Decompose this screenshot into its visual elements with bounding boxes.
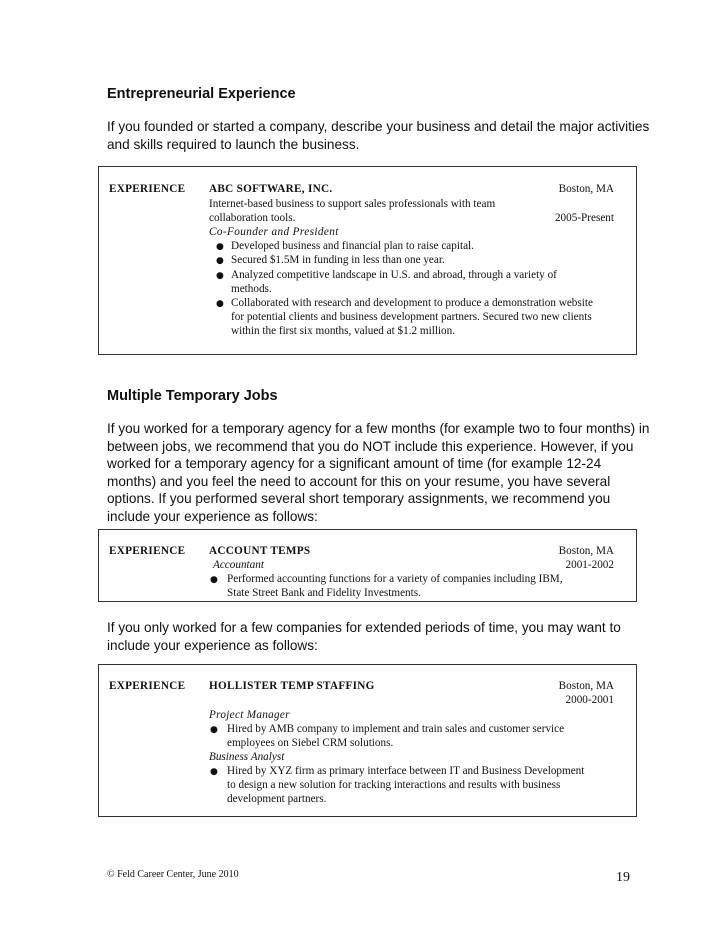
- intro-line: worked for a temporary agency for a significant amount of time (for example 12-24: [107, 456, 602, 471]
- company-location: Boston, MA: [558, 183, 614, 195]
- intro-line: include your experience as follows:: [107, 508, 318, 524]
- company-name: ABC SOFTWARE, INC.: [209, 183, 333, 195]
- bullet-line: within the first six months, valued at $1.2 million.: [231, 325, 456, 337]
- company-description-line: collaboration tools.: [209, 212, 296, 224]
- employment-dates: 2000-2001: [565, 694, 614, 706]
- intro-line: and skills required to launch the business.: [107, 136, 360, 152]
- bullet-line: employees on Siebel CRM solutions.: [227, 737, 394, 749]
- bullet-line: Collaborated with research and development to produce a demonstration website: [231, 297, 593, 309]
- example-box-abc-software: [98, 166, 637, 355]
- experience-label: EXPERIENCE: [109, 680, 186, 692]
- company-name: ACCOUNT TEMPS: [209, 545, 311, 557]
- company-location: Boston, MA: [558, 680, 614, 692]
- example-box-account-temps: [98, 529, 637, 602]
- company-location: Boston, MA: [558, 545, 614, 557]
- bullet-line: Hired by XYZ firm as primary interface between IT and Business Development: [227, 765, 585, 777]
- footer-copyright: © Feld Career Center, June 2010: [107, 869, 239, 880]
- section-intro-temporary-jobs: [107, 420, 650, 525]
- experience-label: EXPERIENCE: [109, 183, 186, 195]
- bullet-line: Hired by AMB company to implement and train sales and customer service: [227, 723, 565, 735]
- bullet-line: Developed business and financial plan to raise capital.: [231, 240, 474, 252]
- experience-label: EXPERIENCE: [109, 545, 186, 557]
- intro-line: months) and you feel the need to account for this on your resume, you have several: [107, 473, 611, 489]
- bullet-line: Analyzed competitive landscape in U.S. and abroad, through a variety of: [231, 269, 557, 281]
- intro-line: If you worked for a temporary agency for a few months (for example two to four months) in: [107, 421, 650, 436]
- bullet-line: development partners.: [227, 793, 327, 805]
- intro-line: include your experience as follows:: [107, 637, 318, 653]
- company-name: HOLLISTER TEMP STAFFING: [209, 680, 375, 692]
- bullet-icon: ●: [216, 256, 224, 266]
- bullet-line: to design a new solution for tracking interactions and results with business: [227, 779, 561, 791]
- job-title: Co-Founder and President: [209, 226, 339, 238]
- bullet-line: Performed accounting functions for a variety of companies including IBM,: [227, 573, 563, 585]
- bullet-icon: ●: [210, 767, 218, 777]
- employment-dates: 2001-2002: [565, 559, 614, 571]
- intro-line: If you only worked for a few companies for extended periods of time, you may want to: [107, 620, 621, 635]
- bullet-line: Secured $1.5M in funding in less than one year.: [231, 254, 445, 266]
- bullet-icon: ●: [216, 271, 224, 281]
- section-heading-temporary-jobs: Multiple Temporary Jobs: [107, 388, 278, 404]
- section-heading-entrepreneurial: Entrepreneurial Experience: [107, 86, 296, 102]
- bullet-icon: ●: [216, 299, 224, 309]
- bullet-line: methods.: [231, 283, 272, 295]
- company-description-line: Internet-based business to support sales professionals with team: [209, 198, 496, 210]
- section-intro-extended-periods: [107, 619, 647, 654]
- employment-dates: 2005-Present: [554, 212, 614, 224]
- bullet-icon: ●: [216, 242, 224, 252]
- section-intro-entrepreneurial: [107, 118, 650, 153]
- page-number: 19: [616, 870, 630, 885]
- bullet-icon: ●: [210, 725, 218, 735]
- intro-line: between jobs, we recommend that you do NOT include this experience. However, if you: [107, 438, 634, 454]
- bullet-icon: ●: [210, 575, 218, 585]
- bullet-line: for potential clients and business development partners. Secured two new clients: [231, 311, 592, 323]
- intro-line: If you founded or started a company, describe your business and detail the major activities: [107, 119, 650, 134]
- intro-line: options. If you performed several short temporary assignments, we recommend you: [107, 491, 611, 506]
- job-title: Project Manager: [209, 709, 290, 721]
- job-title: Business Analyst: [209, 751, 285, 763]
- example-box-hollister: [98, 664, 637, 817]
- bullet-line: State Street Bank and Fidelity Investments.: [227, 587, 421, 599]
- job-title: Accountant: [213, 559, 264, 571]
